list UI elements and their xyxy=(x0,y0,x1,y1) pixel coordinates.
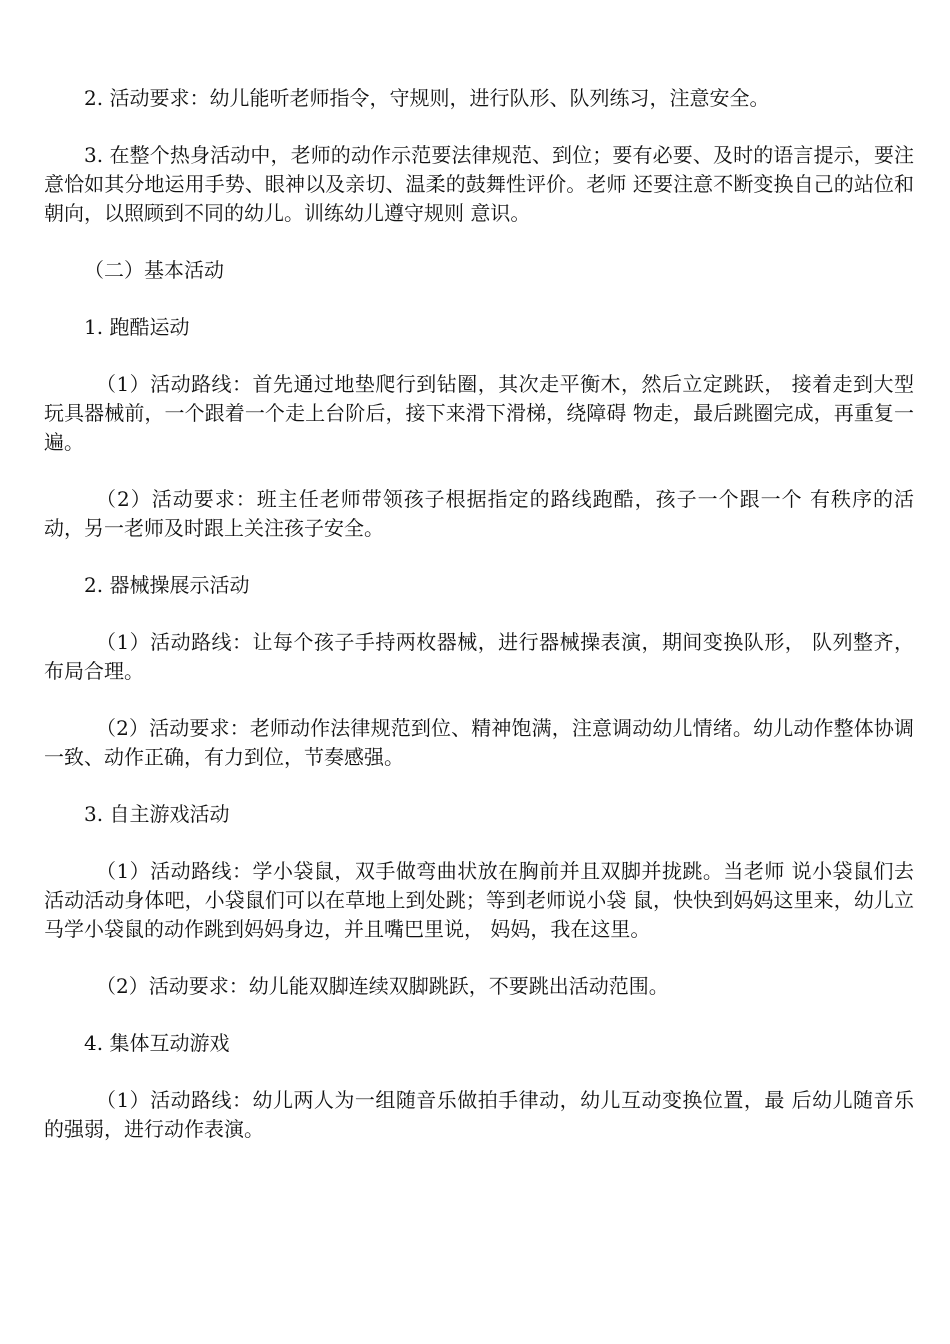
subsection-heading-parkour: 1. 跑酷运动 xyxy=(84,315,190,339)
paragraph-free-play-requirement: （2）活动要求：幼儿能双脚连续双脚跳跃，不要跳出活动范围。 xyxy=(96,974,669,998)
paragraph-parkour-route: （1）活动路线：首先通过地垫爬行到钻圈，其次走平衡木，然后立定跳跃， 接着走到大型玩具器械前，一个跟着一个走上台阶后，接下来滑下滑梯，绕障碍 物走，最后跳圈完成，再重复一遍。 xyxy=(44,372,914,454)
paragraph-parkour-requirement: （2）活动要求：班主任老师带领孩子根据指定的路线跑酷，孩子一个跟一个 有秩序的活动，另一老师及时跟上关注孩子安全。 xyxy=(44,487,914,540)
paragraph-activity-requirement-2: 2. 活动要求：幼儿能听老师指令，守规则，进行队形、队列练习，注意安全。 xyxy=(84,86,770,110)
paragraph-group-game-route: （1）活动路线：幼儿两人为一组随音乐做拍手律动，幼儿互动变换位置，最 后幼儿随音乐的强弱，进行动作表演。 xyxy=(44,1088,914,1141)
document-page xyxy=(44,84,914,1172)
subsection-heading-group-game: 4. 集体互动游戏 xyxy=(84,1031,230,1055)
paragraph-warmup-guidance-3: 3. 在整个热身活动中，老师的动作示范要法律规范、到位；要有必要、及时的语言提示，要注意恰如其分地运用手势、眼神以及亲切、温柔的鼓舞性评价。老师 还要注意不断变换自己的站位和朝向，以照顾到不同的幼儿。训练幼儿遵守规则 意识。 xyxy=(44,143,914,225)
paragraph-free-play-route: （1）活动路线：学小袋鼠，双手做弯曲状放在胸前并且双脚并拢跳。当老师 说小袋鼠们去活动活动身体吧，小袋鼠们可以在草地上到处跳；等到老师说小袋 鼠，快快到妈妈这里来，幼儿立马学小袋鼠的动作跳到妈妈身边，并且嘴巴里说， 妈妈，我在这里。 xyxy=(44,859,914,941)
paragraph-equipment-route: （1）活动路线：让每个孩子手持两枚器械，进行器械操表演，期间变换队形， 队列整齐，布局合理。 xyxy=(44,630,914,683)
paragraph-equipment-requirement: （2）活动要求：老师动作法律规范到位、精神饱满，注意调动幼儿情绪。幼儿动作整体协调一致、动作正确，有力到位，节奏感强。 xyxy=(44,716,914,769)
subsection-heading-free-play: 3. 自主游戏活动 xyxy=(84,802,230,826)
subsection-heading-equipment-exercise: 2. 器械操展示活动 xyxy=(84,573,250,597)
section-heading-basic-activity: （二）基本活动 xyxy=(84,258,224,282)
